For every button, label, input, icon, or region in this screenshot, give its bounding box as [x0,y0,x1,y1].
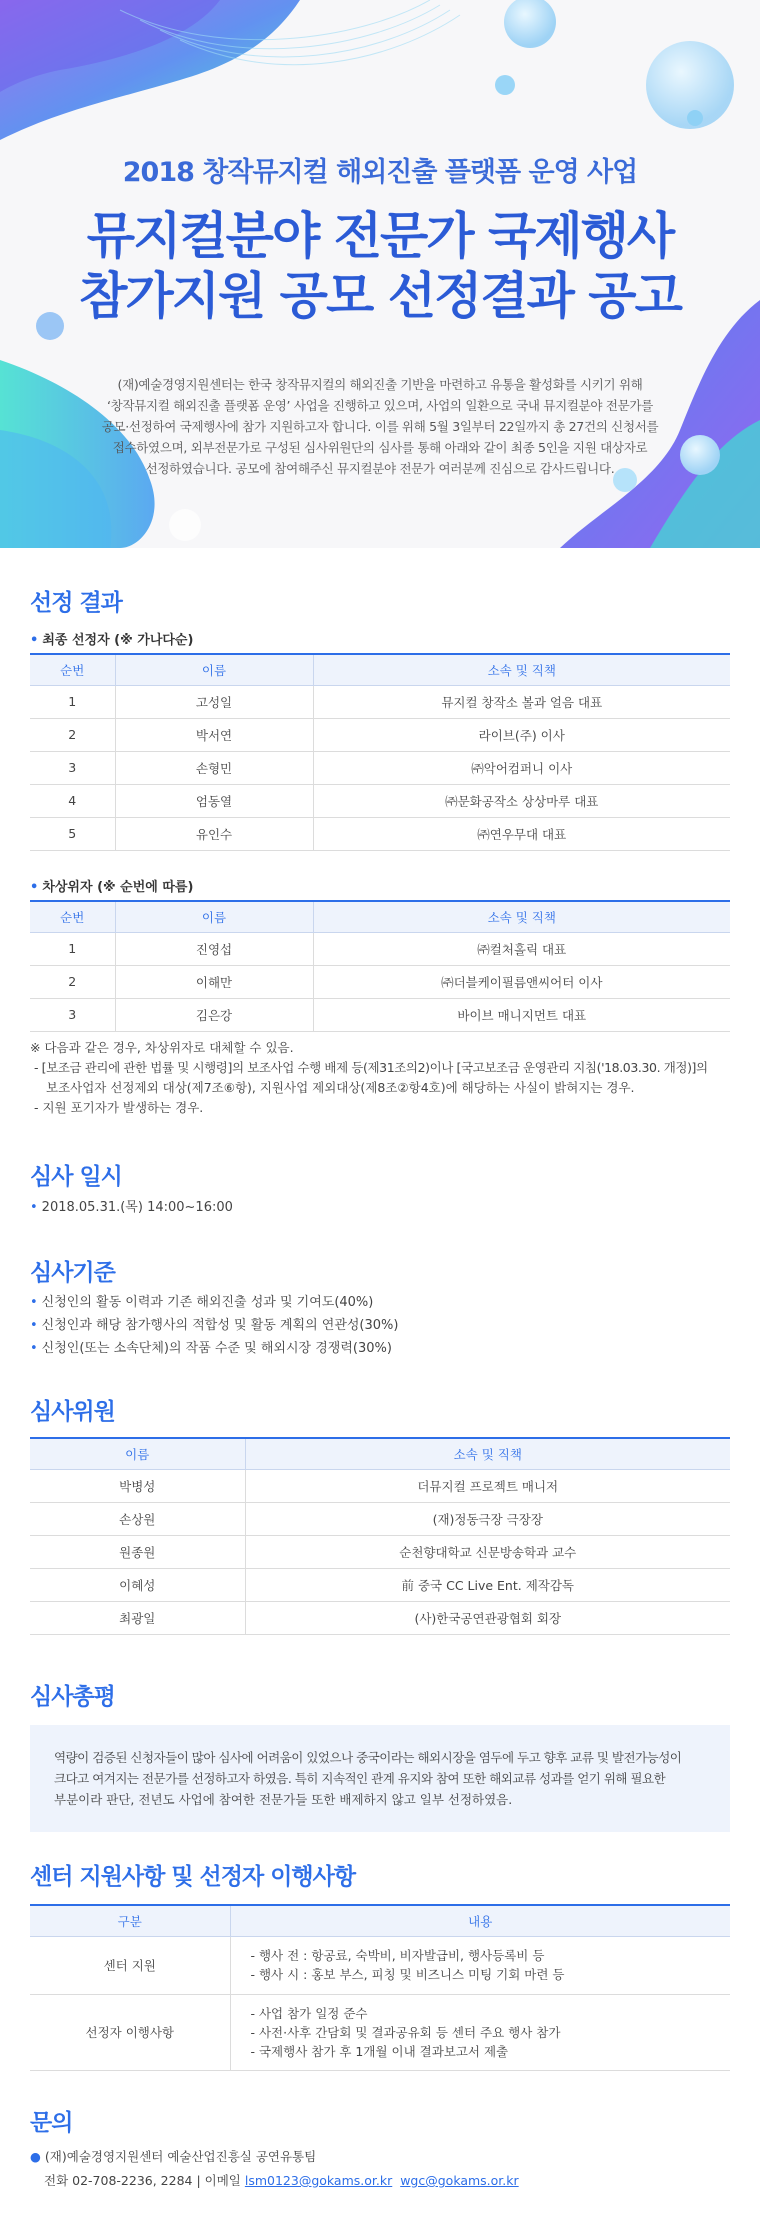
intro-line: 접수하였으며, 외부전문가로 구성된 심사위원단의 심사를 통해 아래와 같이 최종 5인을 지원 대상자로 [112,440,648,455]
cell-affiliation: 라이브(주) 이사 [313,718,730,751]
bullet-icon: ● [30,2149,41,2164]
judges-title: 심사위원 [30,1399,115,1425]
cell-no: 4 [30,784,115,817]
replacement-notes [30,1038,740,1118]
cell-no: 3 [30,751,115,784]
criteria-item: • 신청인과 해당 참가행사의 적합성 및 활동 계획의 연관성(30%) [30,1314,398,1337]
col-header-no: 순번 [30,901,115,932]
cell-name: 원종원 [30,1535,245,1568]
schedule-title: 심사 일시 [30,1164,122,1190]
cell-affiliation: (재)정동극장 극장장 [245,1502,730,1535]
cell-affiliation: ㈜악어컴퍼니 이사 [313,751,730,784]
cell-affiliation: ㈜문화공작소 상상마루 대표 [313,784,730,817]
cell-affiliation: ㈜더블케이필름앤씨어터 이사 [313,965,730,998]
table-header-row [30,654,730,685]
cell-name: 박병성 [30,1469,245,1502]
table-row [30,965,730,998]
email-link-2[interactable]: wgc@gokams.or.kr [400,2173,519,2188]
contact-line [30,2169,519,2193]
judges-table [30,1437,730,1635]
cell-name: 손형민 [115,751,313,784]
support-table [30,1904,730,2071]
col-header-affiliation: 소속 및 직책 [313,901,730,932]
table-row [30,784,730,817]
cell-no: 2 [30,965,115,998]
support-title: 센터 지원사항 및 선정자 이행사항 [30,1864,356,1890]
contact-org: (재)예술경영지원센터 예술산업진흥실 공연유통팀 [44,2149,317,2164]
table-row [30,685,730,718]
cell-no: 1 [30,685,115,718]
cell-name: 최광일 [30,1601,245,1634]
review-line: 역량이 검증된 신청자들이 많아 심사에 어려움이 있었으나 중국이라는 해외시장을 염두에 두고 향후 교류 및 발전가능성이 [54,1750,682,1765]
cell-no: 3 [30,998,115,1031]
hero-banner [0,0,760,548]
cell-content [230,1994,730,2070]
alternate-table [30,900,730,1032]
table-header-row [30,1438,730,1469]
content-line: - 국제행사 참가 후 1개월 이내 결과보고서 제출 [250,2043,509,2059]
contact-phone: 전화 02-708-2236, 2284 | 이메일 [44,2173,241,2188]
table-header-row [30,901,730,932]
schedule-item: • 2018.05.31.(목) 14:00~16:00 [30,1196,233,1219]
col-header-name: 이름 [30,1438,245,1469]
cell-affiliation: 뮤지컬 창작소 볼과 얼음 대표 [313,685,730,718]
cell-name: 진영섭 [115,932,313,965]
cell-category: 센터 지원 [30,1936,230,1994]
note-line: - 지원 포기자가 발생하는 경우. [34,1100,204,1115]
hero-subtitle: 2018 창작뮤지컬 해외진출 플랫폼 운영 사업 [122,157,638,188]
note-line: 보조사업자 선정제외 대상(제7조⑥항), 지원사업 제외대상(제8조②항4호)에 해당하는 사실이 밝혀지는 경우. [46,1080,635,1095]
cell-affiliation: 바이브 매니지먼트 대표 [313,998,730,1031]
hero-intro [90,374,670,479]
section-selection [30,584,122,617]
email-link-1[interactable]: lsm0123@gokams.or.kr [244,2173,393,2188]
contact-title: 문의 [30,2110,73,2136]
criteria-item: • 신청인(또는 소속단체)의 작품 수준 및 해외시장 경쟁력(30%) [30,1337,398,1360]
cell-affiliation: 더뮤지컬 프로젝트 매니저 [245,1469,730,1502]
cell-affiliation: ㈜컬처홀릭 대표 [313,932,730,965]
cell-name: 엄동열 [115,784,313,817]
col-header-affiliation: 소속 및 직책 [245,1438,730,1469]
cell-name: 박서연 [115,718,313,751]
review-box [30,1725,730,1832]
table-row [30,1568,730,1601]
table-row [30,1994,730,2070]
intro-line: (재)예술경영지원센터는 한국 창작뮤지컬의 해외진출 기반을 마련하고 유통을 활성화를 시키기 위해 [117,377,643,392]
content-line: - 사업 참가 일정 준수 [250,2005,368,2021]
table-row [30,718,730,751]
intro-line: 선정하였습니다. 공모에 참여해주신 뮤지컬분야 전문가 여러분께 진심으로 감사드립니다. [145,461,615,476]
table-row [30,1469,730,1502]
cell-no: 5 [30,817,115,850]
cell-no: 2 [30,718,115,751]
criteria-item: • 신청인의 활동 이력과 기존 해외진출 성과 및 기여도(40%) [30,1291,398,1314]
criteria-title: 심사기준 [30,1260,115,1286]
contact-org-line [30,2145,519,2169]
intro-line: ‘창작뮤지컬 해외진출 플랫폼 운영’ 사업을 진행하고 있으며, 사업의 일환으로 국내 뮤지컬분야 전문가를 [107,398,653,413]
table-row [30,751,730,784]
criteria-list [30,1291,398,1360]
col-header-name: 이름 [115,901,313,932]
cell-content [230,1936,730,1994]
final-selected-table [30,653,730,851]
note-line: - [보조금 관리에 관한 법률 및 시행령]의 보조사업 수행 배제 등(제31조의2)이나 [국고보조금 운영관리 지침('18.03.30. 개정)]의 [34,1060,708,1075]
hero-title-line-1: 뮤지컬분야 전문가 국제행사 [86,207,674,265]
selection-title: 선정 결과 [30,590,122,616]
table-row [30,998,730,1031]
contact-info [30,2145,519,2193]
cell-affiliation: ㈜연우무대 대표 [313,817,730,850]
table-header-row [30,1905,730,1936]
review-title: 심사총평 [30,1684,115,1710]
review-line: 크다고 여겨지는 전문가를 선정하고자 하였음. 특히 지속적인 관계 유지와 참여 또한 해외교류 성과를 얻기 위해 필요한 [54,1771,666,1786]
content-line: - 사전·사후 간담회 및 결과공유회 등 센터 주요 행사 참가 [250,2024,561,2040]
alternate-label: • 차상위자 (※ 순번에 따름) [30,876,193,895]
cell-name: 고성일 [115,685,313,718]
table-row [30,817,730,850]
hero-title-line-2: 참가지원 공모 선정결과 공고 [79,267,681,325]
table-row [30,1601,730,1634]
cell-affiliation: (사)한국공연관광협회 회장 [245,1601,730,1634]
cell-affiliation: 前 중국 CC Live Ent. 제작감독 [245,1568,730,1601]
table-row [30,1936,730,1994]
cell-no: 1 [30,932,115,965]
cell-name: 이해만 [115,965,313,998]
intro-line: 공모·선정하여 국제행사에 참가 지원하고자 합니다. 이를 위해 5월 3일부터 22일까지 총 27건의 신청서를 [101,419,659,434]
review-line: 부분이라 판단, 전년도 사업에 참여한 전문가들 또한 배제하지 않고 일부 선정하였음. [54,1792,513,1807]
col-header-category: 구분 [30,1905,230,1936]
cell-name: 유인수 [115,817,313,850]
final-selected-label: • 최종 선정자 (※ 가나다순) [30,629,193,648]
cell-name: 김은강 [115,998,313,1031]
content-line: - 행사 전 : 항공료, 숙박비, 비자발급비, 행사등록비 등 [250,1948,545,1963]
note-line: ※ 다음과 같은 경우, 차상위자로 대체할 수 있음. [30,1040,294,1055]
col-header-no: 순번 [30,654,115,685]
table-row [30,932,730,965]
table-row [30,1535,730,1568]
cell-affiliation: 순천향대학교 신문방송학과 교수 [245,1535,730,1568]
col-header-name: 이름 [115,654,313,685]
cell-category: 선정자 이행사항 [30,1994,230,2070]
table-row [30,1502,730,1535]
content-line: - 행사 시 : 홍보 부스, 피칭 및 비즈니스 미팅 기회 마련 등 [250,1967,565,1982]
col-header-content: 내용 [230,1905,730,1936]
cell-name: 이혜성 [30,1568,245,1601]
cell-name: 손상원 [30,1502,245,1535]
col-header-affiliation: 소속 및 직책 [313,654,730,685]
